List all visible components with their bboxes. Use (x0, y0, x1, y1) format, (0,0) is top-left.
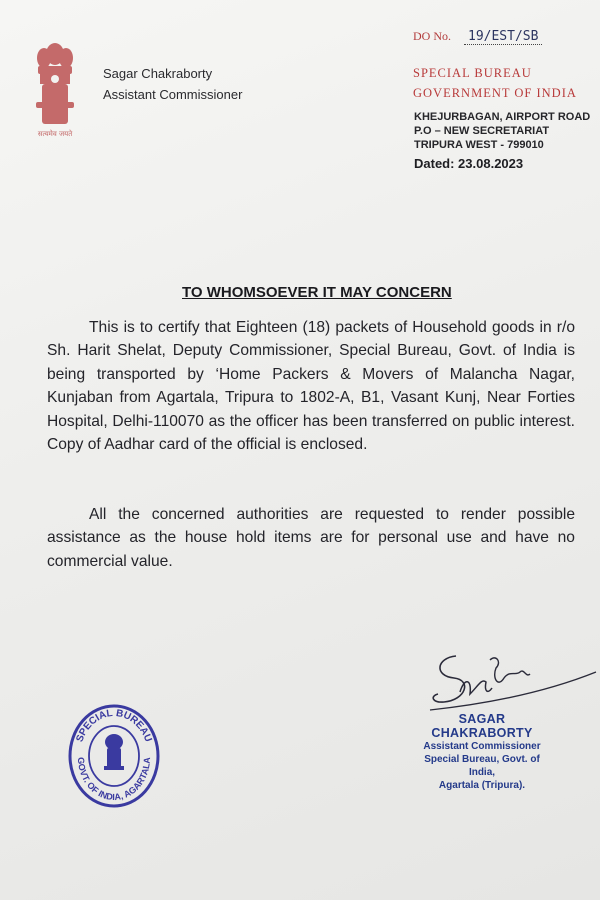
paragraph-request: All the concerned authorities are requested to render possible assistance as the house hold items are for personal use and have no commercial value. (47, 506, 575, 570)
official-stamp (66, 700, 161, 810)
letter-date: Dated: 23.08.2023 (414, 156, 524, 171)
do-number-field (413, 29, 542, 44)
sender-designation: Assistant Commissioner (103, 87, 243, 102)
signatory-office: Special Bureau, Govt. of India, (424, 754, 540, 778)
do-label: DO No. (413, 29, 451, 43)
address-line-1: KHEJURBAGAN, AIRPORT ROAD (414, 111, 591, 123)
handwritten-signature (426, 648, 598, 712)
signatory-designation: Assistant Commissioner (423, 741, 541, 752)
do-number: 19/EST/SB (464, 29, 542, 45)
signatory-location: Agartala (Tripura). (438, 780, 526, 791)
letter-heading: TO WHOMSOEVER IT MAY CONCERN (182, 284, 452, 301)
stamp-bottom-text: GOVT. OF INDIA, AGARTALA (75, 756, 153, 803)
sender-name: Sagar Chakraborty (103, 66, 213, 81)
signature-block (412, 712, 552, 792)
emblem-caption: सत्यमेव जयते (37, 130, 73, 138)
paragraph-certification: This is to certify that Eighteen (18) packets of Household goods in r/o Sh. Harit Shelat, Deputy Commissioner, Special Bureau, Govt. of India is being transported by ‘Home Packers & Movers of Malancha Nagar, Kunjaban from Agartala, Tripura to 1802-A, B1, Vasant Kunj, Near Forties Hospital, Delhi-110070 as the officer has been transferred on public interest. Copy of Aadhar card of the official is enclosed. (47, 319, 575, 454)
stamp-emblem-icon (104, 734, 124, 770)
office-name: SPECIAL BUREAU (413, 66, 532, 80)
address-line-3: TRIPURA WEST - 799010 (414, 139, 544, 151)
office-government: GOVERNMENT OF INDIA (413, 86, 577, 100)
address-line-2: P.O – NEW SECRETARIAT (414, 125, 550, 137)
signatory-name: SAGAR CHAKRABORTY (431, 712, 533, 740)
stamp-top-text: SPECIAL BUREAU (74, 707, 154, 744)
national-emblem-icon (30, 40, 80, 140)
